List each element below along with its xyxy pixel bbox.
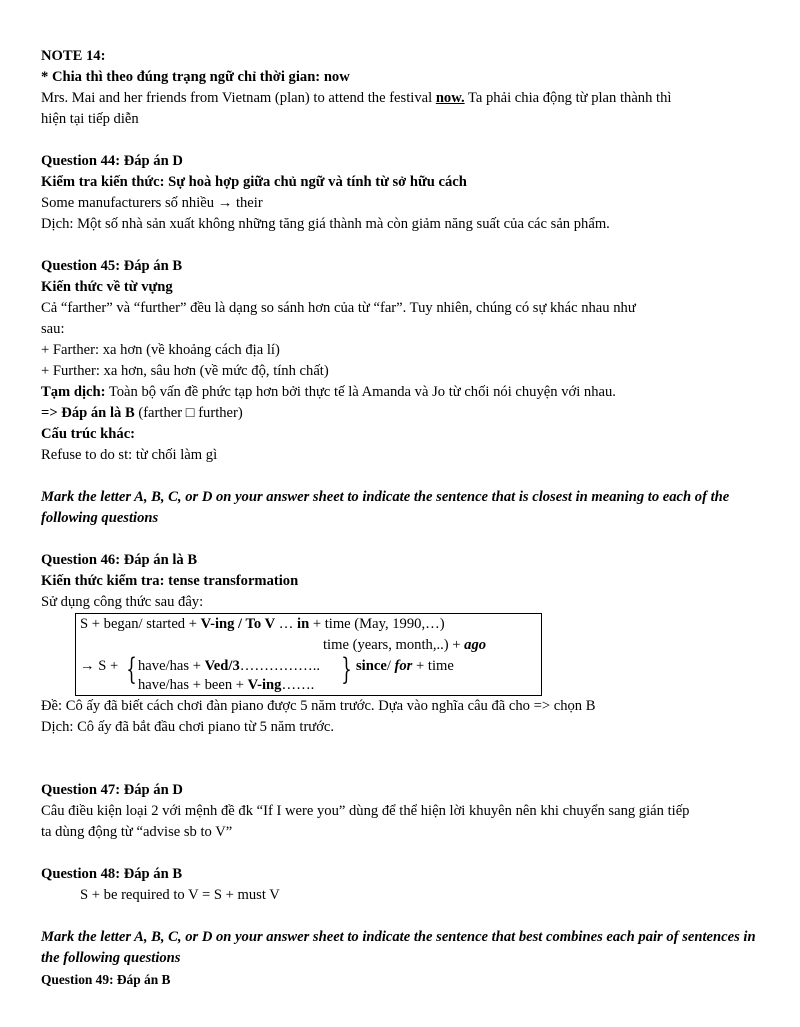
q45-line4: + Further: xa hơn, sâu hơn (về mức độ, tính chất)	[41, 363, 329, 379]
instruction-best-combines: Mark the letter A, B, C, or D on your answer sheet to indicate the sentence that best combines each pair of sentences in the following questions	[41, 929, 756, 966]
formula-r3-time: + time	[412, 658, 454, 674]
q45-answer-rest: (farther □ further)	[134, 405, 243, 421]
q45-other-label: Cấu trúc khác:	[41, 426, 136, 442]
right-brace-icon: }	[341, 652, 352, 687]
formula-r1-d: in	[297, 616, 310, 632]
formula-row-3-arrow: → S +	[80, 658, 119, 674]
q45-other-line: Refuse to do st: từ chối làm gì	[41, 447, 218, 463]
q47-line2: ta dùng động từ “advise sb to V”	[41, 824, 233, 840]
formula-row-4	[138, 675, 314, 696]
formula-r3-slash: /	[386, 658, 395, 674]
q48-heading	[41, 864, 761, 885]
q48-head-bold: Question 48	[41, 866, 116, 882]
formula-r2-a: time (years, month,..) +	[323, 637, 465, 653]
q44-heading	[41, 151, 761, 172]
q48-head-rest: : Đáp án B	[115, 866, 183, 882]
formula-r3-c: ……………..	[239, 658, 321, 674]
q44-line1: Some manufacturers số nhiều → their	[41, 195, 263, 211]
document-page	[41, 46, 761, 990]
q45-line2: sau:	[41, 321, 65, 337]
formula-r4-b: V-ing	[247, 677, 282, 693]
note-text	[41, 88, 761, 109]
q46-heading: Question 46: Đáp án là B	[41, 552, 198, 568]
formula-r1-b: V-ing / To V	[200, 616, 276, 632]
q46-topic: Kiến thức kiểm tra: tense transformation	[41, 573, 299, 589]
formula-r1-a: S + began/ started +	[80, 616, 201, 632]
left-brace-icon: {	[126, 652, 137, 687]
q44-head-rest: : Đáp án D	[115, 153, 183, 169]
q45-answer-bold: => Đáp án là B	[41, 405, 135, 421]
formula-box	[75, 613, 542, 696]
formula-r4-a: have/has + been +	[138, 677, 248, 693]
note-text-a: Mrs. Mai and her friends from Vietnam (plan) to attend the festival	[41, 90, 436, 106]
formula-r3-a: have/has +	[138, 658, 205, 674]
q45-answer	[41, 403, 761, 424]
note-text-cont: hiện tại tiếp diễn	[41, 111, 139, 127]
q45-heading: Question 45: Đáp án B	[41, 258, 183, 274]
formula-row-3	[138, 656, 320, 677]
q47-heading: Question 47: Đáp án D	[41, 782, 183, 798]
formula-row-3-since	[356, 656, 454, 677]
formula-row-1	[80, 614, 445, 635]
formula-r1-e: + time (May, 1990,…)	[309, 616, 445, 632]
note-title: NOTE 14:	[41, 48, 106, 64]
formula-r2-b: ago	[464, 637, 487, 653]
q48-line1: S + be required to V = S + must V	[80, 887, 280, 903]
q44-line2: Dịch: Một số nhà sản xuất không những tăng giá thành mà còn giảm năng suất của các sản phẩm.	[41, 216, 610, 232]
q45-line3: + Farther: xa hơn (về khoảng cách địa lí)	[41, 342, 280, 358]
q46-line1: Đề: Cô ấy đã biết cách chơi đàn piano được 5 năm trước. Dựa vào nghĩa câu đã cho => chọn B	[41, 698, 596, 714]
q45-trans-text: Toàn bộ vấn đề phức tạp hơn bởi thực tế là Amanda và Jo từ chối nói chuyện với nhau.	[105, 384, 616, 400]
q49-heading: Question 49: Đáp án B	[41, 972, 171, 987]
q46-intro: Sử dụng công thức sau đây:	[41, 594, 204, 610]
q45-trans-label: Tạm dịch:	[41, 384, 106, 400]
note-text-b: Ta phải chia động từ plan thành thì	[464, 90, 672, 106]
instruction-closest-meaning: Mark the letter A, B, C, or D on your answer sheet to indicate the sentence that is closest in meaning to each of the following questions	[41, 489, 730, 526]
formula-r3-since: since	[356, 658, 387, 674]
formula-r3-b: Ved/3	[204, 658, 240, 674]
q44-head-bold: Question 44	[41, 153, 116, 169]
q44-topic: Kiểm tra kiến thức: Sự hoà hợp giữa chủ ngữ và tính từ sở hữu cách	[41, 174, 467, 190]
q45-topic: Kiến thức về từ vựng	[41, 279, 173, 295]
formula-r1-c: …	[275, 616, 298, 632]
q45-line1: Cả “farther” và “further” đều là dạng so sánh hơn của từ “far”. Tuy nhiên, chúng có sự khác nhau như	[41, 300, 636, 316]
q47-line1: Câu điều kiện loại 2 với mệnh đề đk “If I were you” dùng để thể hiện lời khuyên nên khi chuyển sang gián tiếp	[41, 803, 690, 819]
formula-r4-c: …….	[281, 677, 315, 693]
note-text-now: now.	[435, 90, 465, 106]
formula-r3-for: for	[394, 658, 413, 674]
q45-translation	[41, 382, 761, 403]
q46-line2: Dịch: Cô ấy đã bắt đầu chơi piano từ 5 năm trước.	[41, 719, 335, 735]
note-subtitle: * Chia thì theo đúng trạng ngữ chỉ thời gian: now	[41, 69, 350, 85]
